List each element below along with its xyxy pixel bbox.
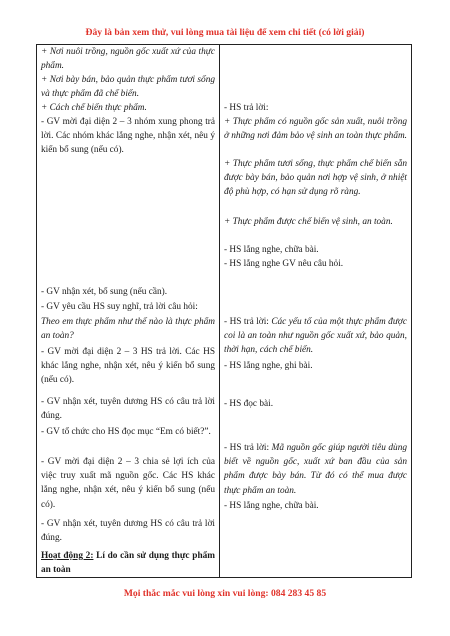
preview-banner: Đây là bản xem thử, vui lòng mua tài liệu để xem chi tiết (có lời giải) <box>85 27 365 38</box>
activity-label: Hoạt động 2: <box>41 551 94 561</box>
text-question-prompt: - GV yêu cầu HS suy nghĩ, trả lời câu hỏi: <box>41 302 198 312</box>
answer-origin-code: Mã nguồn gốc giúp người tiêu dùng biết về nguồn gốc, xuất xứ ban đầu của sản phẩm được bày bán. Từ đó có thể mua được thực phẩm an toàn. <box>224 443 407 496</box>
column-divider <box>219 45 220 577</box>
text-origin: + Nơi nuôi trồng, nguồn gốc xuất xứ của thực phẩm. <box>41 47 215 72</box>
text-question: Theo em thực phẩm như thế nào là thực phẩm an toàn? <box>41 317 215 342</box>
text-student-listen-question: - HS lắng nghe GV nêu câu hỏi. <box>224 259 344 269</box>
text-praise: - GV nhận xét, tuyên dương HS có câu trả lời đúng. <box>41 397 215 422</box>
text-share-benefits: - GV mời đại diện 2 – 3 chia sẻ lợi ích của việc truy xuất mã nguồn gốc. Các HS khác lắng nghe, nhận xét, nêu ý kiến bổ sung (nếu có). <box>41 457 215 510</box>
text-student-answer-2 <box>224 315 407 358</box>
activity-title: Lí do cần sử dụng thực phẩm an toàn <box>41 551 216 576</box>
contact-banner: Mọi thắc mắc vui lòng xin vui lòng: 084 283 45 85 <box>123 588 327 599</box>
text-answer-hygiene: + Thực phẩm được chế biến vệ sinh, an toàn. <box>224 217 393 227</box>
text-processing: + Cách chế biến thực phẩm. <box>41 103 147 113</box>
activity-heading <box>41 549 215 577</box>
text-invite-students: - GV mời đại diện 2 – 3 HS trả lời. Các HS khác lắng nghe, nhận xét, nêu ý kiến bổ sung (nếu có). <box>41 347 215 386</box>
text-student-answer-3 <box>224 441 407 498</box>
text-student-notes: - HS lắng nghe, ghi bài. <box>224 361 313 371</box>
lesson-table <box>36 44 412 578</box>
text-praise-2: - GV nhận xét, tuyên dương HS có câu trả lời đúng. <box>41 519 215 544</box>
text-answer-origin: + Thực phẩm có nguồn gốc sản xuất, nuôi trồng ở những nơi đảm bảo vệ sinh an toàn thực phẩm. <box>224 117 408 142</box>
text-student-listen: - HS lắng nghe, chữa bài. <box>224 245 319 255</box>
text-student-read: - HS đọc bài. <box>224 399 274 409</box>
answer-prefix-2: - HS trả lời: <box>224 443 272 453</box>
text-reading-task: - GV tổ chức cho HS đọc mục “Em có biết?”. <box>41 427 211 437</box>
text-market: + Nơi bày bán, bảo quản thực phẩm tươi sống và thực phẩm đã chế biến. <box>41 75 215 100</box>
text-answer-storage: + Thực phẩm tươi sống, thực phẩm chế biến sẵn được bày bán, bảo quản nơi hợp vệ sinh, ở nhiệt độ phù hợp, có hạn sử dụng rõ ràng. <box>224 159 407 198</box>
answer-prefix: - HS trả lời: <box>224 317 272 327</box>
text-student-listen-2: - HS lắng nghe, chữa bài. <box>224 501 319 511</box>
text-invite-groups: - GV mời đại diện 2 – 3 nhóm xung phong trả lời. Các nhóm khác lắng nghe, nhận xét, nêu ý kiến bổ sung (nếu có). <box>41 117 215 156</box>
answer-safety-factors: Các yếu tố của một thực phẩm được coi là an toàn như nguồn gốc xuất xứ, bảo quản, thời hạn, cách chế biến. <box>224 317 407 356</box>
text-teacher-feedback: - GV nhận xét, bổ sung (nếu cần). <box>41 287 168 297</box>
text-student-answer: - HS trả lời: <box>224 103 269 113</box>
